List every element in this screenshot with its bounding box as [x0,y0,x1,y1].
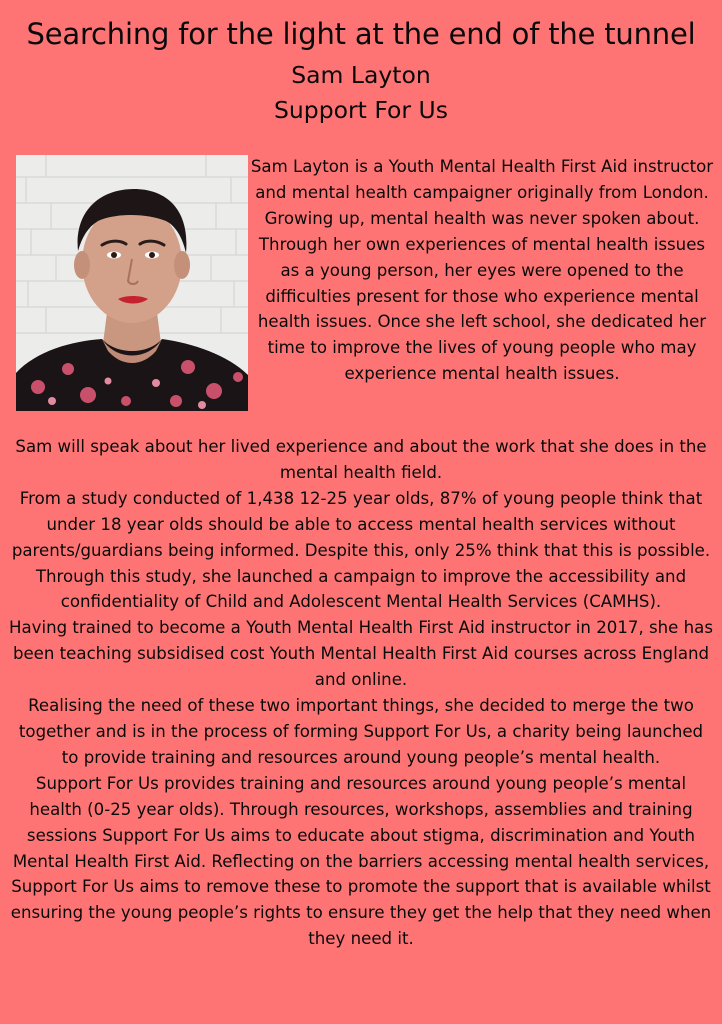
page-title: Searching for the light at the end of the tunnel [26,17,696,51]
body-paragraph: From a study conducted of 1,438 12-25 year olds, 87% of young people think that under 18 year olds should be able to access mental health services without parents/guardians being informed. Despite this, only 25% think that this is possible. Through this study, she launched a campaign to improve the accessibility and confidentiality of Child and Adolescent Mental Health Services (CAMHS). [11,488,711,612]
body-paragraph: Sam will speak about her lived experience and about the work that she does in the mental health field. [15,437,707,482]
body-paragraph: Support For Us provides training and resources around young people’s mental health (0-25 year olds). Through resources, workshops, assemblies and training sessions Support For Us aims to educate about stigma, discrimination and Youth Mental Health First Aid. Reflecting on the barriers accessing mental health services, Support For Us aims to remove these to promote the support that is available whilst ensuring the young people’s rights to ensure they get the help that they need when they need it. [10,773,712,949]
speaker-name: Sam Layton [291,61,431,89]
organisation-name: Support For Us [273,96,448,124]
body-paragraph: Having trained to become a Youth Mental Health First Aid instructor in 2017, she has been teaching subsidised cost Youth Mental Health First Aid courses across England and online. [9,618,713,690]
body-paragraph: Realising the need of these two important things, she decided to merge the two together and is in the process of forming Support For Us, a charity being launched to provide training and resources around young people’s mental health. [18,696,704,767]
intro-paragraph: Sam Layton is a Youth Mental Health First Aid instructor and mental health campaigner originally from London. Growing up, mental health was never spoken about. Through her own experiences of mental health issues as a young person, her eyes were opened to the difficulties present for those who experience mental health issues. Once she left school, she dedicated her time to improve the lives of young people who may experience mental health issues. [250,157,714,384]
speaker-photo [16,155,248,411]
body-text [8,434,714,952]
